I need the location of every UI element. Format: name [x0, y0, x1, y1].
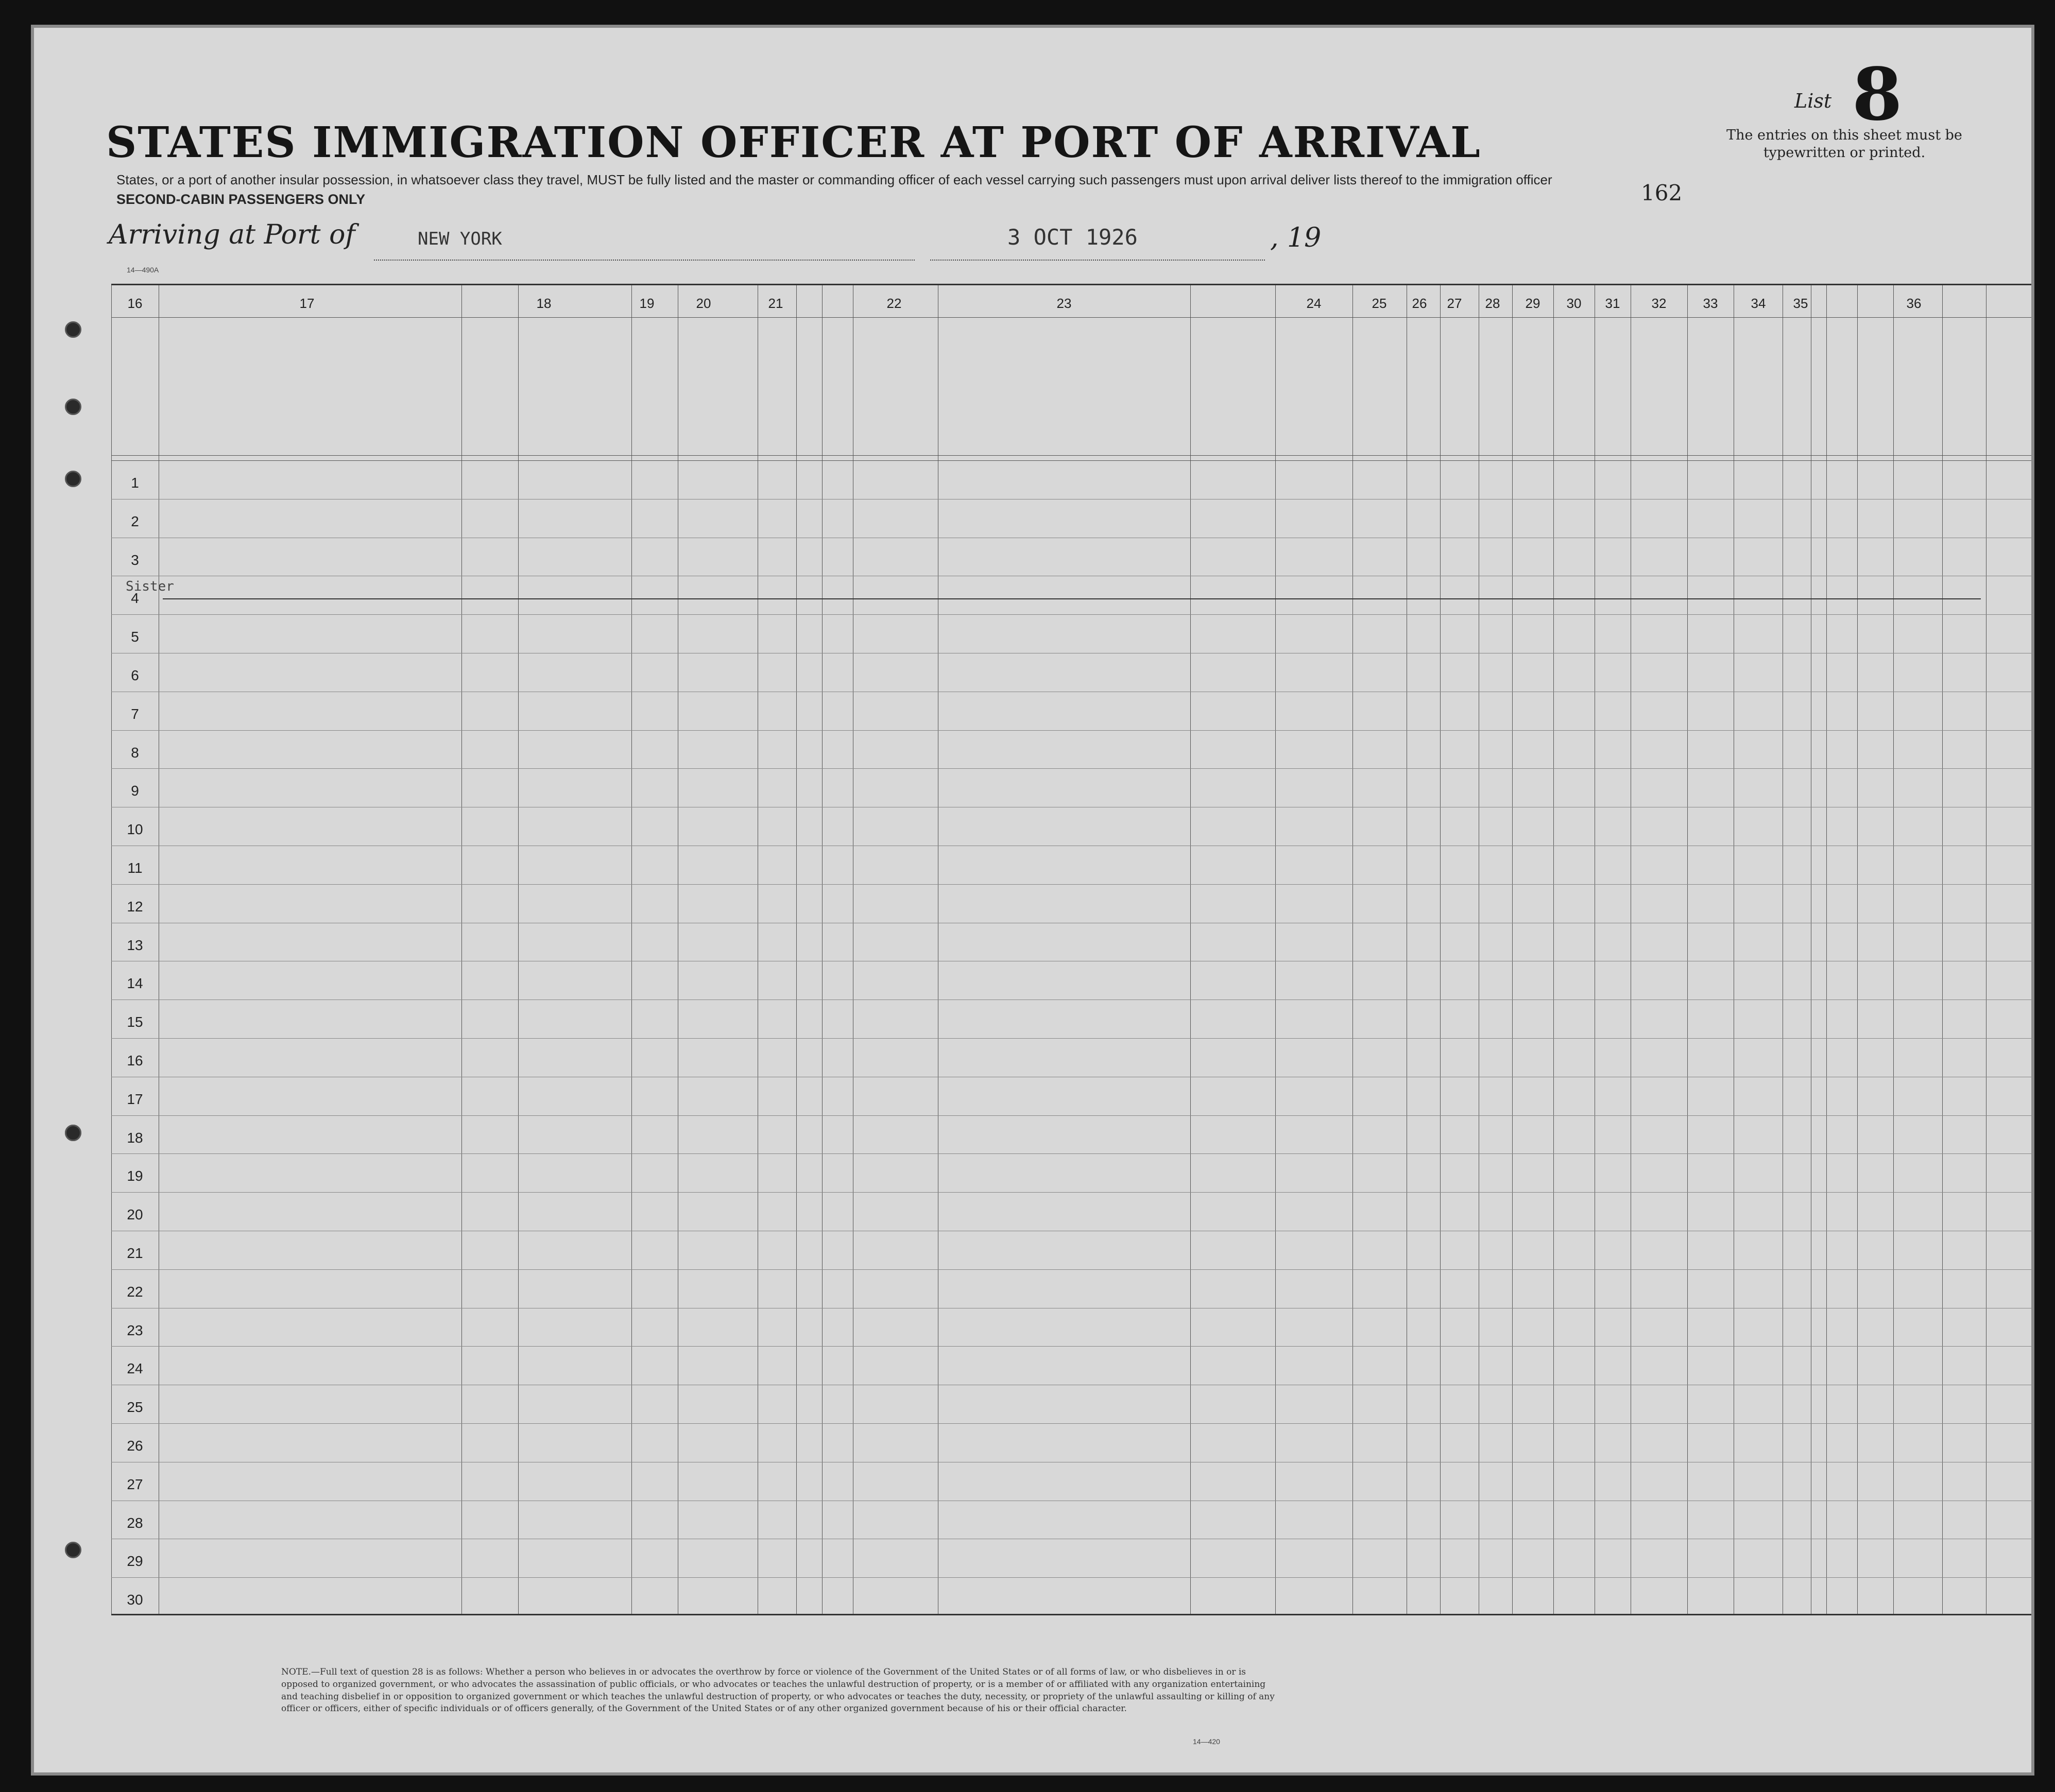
- class-label: SECOND-CABIN PASSENGERS ONLY: [116, 192, 366, 207]
- row-number: 11: [127, 860, 143, 876]
- column-rule: [1190, 285, 1191, 1614]
- port-underline: [374, 260, 915, 261]
- footnote: NOTE.—Full text of question 28 is as follows: Whether a person who believes in or advocates the overthrow by force or violence of the Government of the United States or of all forms of law, or who disbelieves in or is opposed to organized government, or who advocates the assassination of public officials, or who advocates or teaches the unlawful destruction of property, or is a member of or affiliated with any organization entertaining and teaching disbelief in or opposition to organized government or which teaches the unlawful destruction of property, or who advocates or teaches the duty, necessity, or propriety of the unlawful assaulting or killing of any officer or officers, either of specific individuals or of officers generally, of the Government of the United States or of any other organized government because of his or their official character.: [281, 1667, 1275, 1714]
- column-number-31: 31: [1605, 296, 1620, 311]
- page-number: 162: [1641, 180, 1683, 205]
- row-number: 23: [127, 1322, 143, 1338]
- punch-hole: [65, 321, 81, 338]
- row-number: 29: [127, 1553, 143, 1570]
- column-rule: [1440, 285, 1441, 1614]
- row-number: 30: [127, 1592, 143, 1608]
- column-number-20: 20: [696, 296, 711, 311]
- row-rule: [111, 884, 2032, 885]
- row-rule: [111, 1115, 2032, 1116]
- row-number: 13: [127, 937, 143, 953]
- row-number: 18: [127, 1129, 143, 1146]
- column-number-36: 36: [1906, 296, 1922, 311]
- row-number: 10: [127, 821, 143, 838]
- date-stamp: 3 OCT 1926: [1007, 225, 1138, 250]
- column-number-16: 16: [127, 296, 143, 311]
- column-number-26: 26: [1412, 296, 1427, 311]
- column-number-32: 32: [1651, 296, 1667, 311]
- row-rule: [111, 1153, 2032, 1154]
- row-rule: [111, 1577, 2032, 1578]
- row-number: 7: [131, 705, 139, 722]
- row-number: 20: [127, 1207, 143, 1223]
- column-number-34: 34: [1751, 296, 1766, 311]
- form-code-bottom: 14—420: [1193, 1737, 1220, 1746]
- row-number: 8: [131, 744, 139, 761]
- column-number-28: 28: [1485, 296, 1500, 311]
- column-rule: [1553, 285, 1554, 1614]
- column-number-17: 17: [299, 296, 315, 311]
- column-number-24: 24: [1306, 296, 1322, 311]
- year-label: , 19: [1270, 222, 1322, 253]
- column-number-27: 27: [1447, 296, 1462, 311]
- column-number-22: 22: [886, 296, 902, 311]
- list-number: 8: [1852, 53, 1903, 137]
- row-rule: [111, 1038, 2032, 1039]
- column-rule: [1512, 285, 1513, 1614]
- column-rule: [1826, 285, 1827, 1614]
- column-rule: [1942, 285, 1943, 1614]
- row-number: 21: [127, 1245, 143, 1261]
- page-title: STATES IMMIGRATION OFFICER AT PORT OF ARRIVAL: [106, 118, 1481, 167]
- row-number: 25: [127, 1399, 143, 1416]
- punch-hole: [65, 1125, 81, 1141]
- punch-hole: [65, 471, 81, 487]
- column-rule: [518, 285, 519, 1614]
- column-number-33: 33: [1703, 296, 1718, 311]
- row-number: 27: [127, 1476, 143, 1492]
- column-rule: [1275, 285, 1276, 1614]
- column-rule: [2032, 285, 2033, 1614]
- column-rule: [796, 285, 797, 1614]
- row-rule: [111, 730, 2032, 731]
- row-number: 12: [127, 898, 143, 915]
- column-number-21: 21: [768, 296, 783, 311]
- manifest-table: [111, 284, 2032, 1615]
- column-number-29: 29: [1525, 296, 1540, 311]
- punch-hole: [65, 1542, 81, 1558]
- row-number: 15: [127, 1014, 143, 1030]
- row-number: 14: [127, 975, 143, 992]
- row-number: 19: [127, 1168, 143, 1184]
- row-number: 24: [127, 1360, 143, 1377]
- column-number-23: 23: [1056, 296, 1072, 311]
- row-number: 5: [131, 629, 139, 645]
- row-number: 17: [127, 1091, 143, 1107]
- row-rule: [111, 614, 2032, 615]
- manifest-sheet: [31, 25, 2034, 1776]
- strikeout-line: [163, 598, 1981, 599]
- list-label: List: [1794, 90, 1832, 112]
- row-number: 22: [127, 1283, 143, 1300]
- column-number-19: 19: [639, 296, 655, 311]
- row-number: 26: [127, 1438, 143, 1454]
- row-number: 3: [131, 552, 139, 568]
- row-number: 16: [127, 1053, 143, 1069]
- row-rule: [111, 1269, 2032, 1270]
- row-number: 2: [131, 513, 139, 529]
- column-number-25: 25: [1372, 296, 1387, 311]
- column-rule: [1687, 285, 1688, 1614]
- arriving-label: Arriving at Port of: [109, 219, 355, 250]
- column-rule: [461, 285, 462, 1614]
- header-rule: [111, 455, 2032, 456]
- column-rule: [1857, 285, 1858, 1614]
- column-rule: [1893, 285, 1894, 1614]
- header-rule: [111, 460, 2032, 461]
- entries-note: The entries on this sheet must be typewritten or printed.: [1726, 127, 1962, 161]
- row-number: 6: [131, 667, 139, 683]
- row-number: 9: [131, 783, 139, 799]
- instruction-text: States, or a port of another insular possession, in whatsoever class they travel, MUST be fully listed and the master or commanding officer of each vessel carrying such passengers must upon arrival deliver lists thereof to the immigration officer: [116, 172, 1552, 187]
- column-rule: [631, 285, 632, 1614]
- port-value: NEW YORK: [418, 229, 502, 249]
- side-note: Sister: [126, 579, 174, 594]
- row-rule: [111, 1346, 2032, 1347]
- column-number-35: 35: [1793, 296, 1808, 311]
- row-rule: [111, 768, 2032, 769]
- column-rule: [822, 285, 823, 1614]
- date-underline: [930, 260, 1265, 261]
- header-rule: [111, 317, 2032, 318]
- form-code-top: 14—490A: [127, 266, 159, 274]
- column-rule: [111, 285, 112, 1614]
- column-number-30: 30: [1566, 296, 1582, 311]
- row-rule: [111, 1192, 2032, 1193]
- column-rule: [1352, 285, 1353, 1614]
- column-number-18: 18: [536, 296, 552, 311]
- row-number: 4: [131, 590, 139, 607]
- row-number: 28: [127, 1514, 143, 1531]
- row-number: 1: [131, 475, 139, 491]
- punch-hole: [65, 399, 81, 415]
- row-rule: [111, 1423, 2032, 1424]
